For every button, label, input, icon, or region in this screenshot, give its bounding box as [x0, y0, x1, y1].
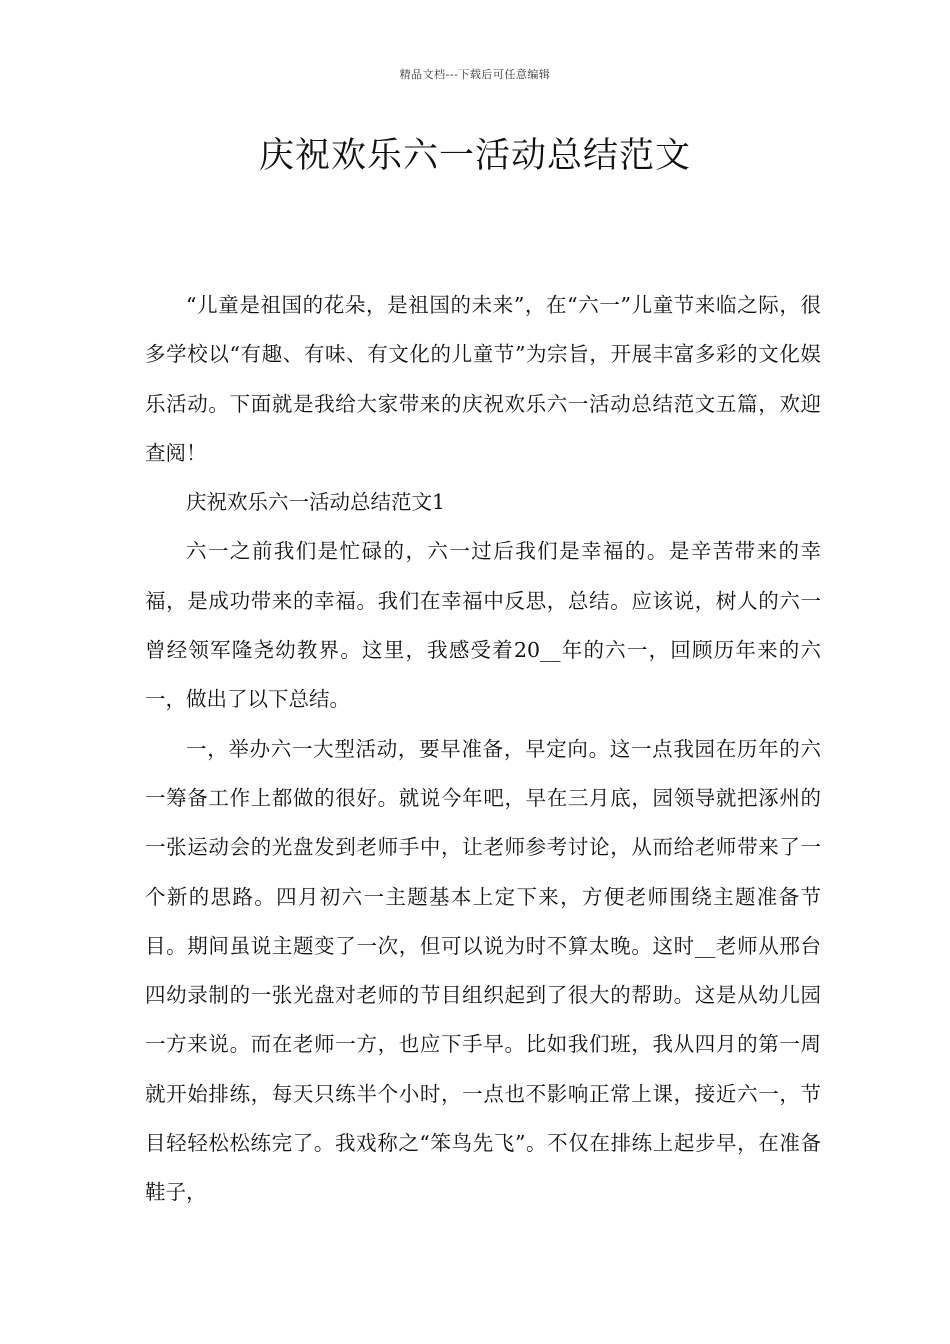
body-paragraph: 一，举办六一大型活动，要早准备，早定向。这一点我园在历年的六一筹备工作上都做的很好。就说今年吧，早在三月底，园领导就把涿州的一张运动会的光盘发到老师手中，让老师参考讨论，从而给老师带来了一个新的思路。四月初六一主题基本上定下来，方便老师围绕主题准备节目。期间虽说主题变了一次，但可以说为时不算太晚。这时__老师从邢台四幼录制的一张光盘对老师的节目组织起到了很大的帮助。这是从幼儿园一方来说。而在老师一方，也应下手早。比如我们班，我从四月的第一周就开始排练，每天只练半个小时，一点也不影响正常上课，接近六一，节目轻轻松松练完了。我戏称之“笨鸟先飞”。不仅在排练上起步早，在准备鞋子，: [145, 736, 821, 1205]
body-paragraph: 六一之前我们是忙碌的，六一过后我们是幸福的。是辛苦带来的幸福，是成功带来的幸福。我们在幸福中反思，总结。应该说，树人的六一曾经领军隆尧幼教界。这里，我感受着20__年的六一，回顾历年来的六一，做出了以下总结。: [145, 539, 821, 712]
section-heading: 庆祝欢乐六一活动总结范文1: [186, 490, 446, 515]
intro-paragraph: “儿童是祖国的花朵，是祖国的未来”，在“六一”儿童节来临之际，很多学校以“有趣、有味、有文化的儿童节”为宗旨，开展丰富多彩的文化娱乐活动。下面就是我给大家带来的庆祝欢乐六一活动总结范文五篇，欢迎查阅！: [145, 293, 821, 465]
document-body: [145, 281, 821, 1218]
document-title: 庆祝欢乐六一活动总结范文: [258, 136, 691, 176]
header-note: 精品文档---下载后可任意编辑: [399, 68, 551, 81]
